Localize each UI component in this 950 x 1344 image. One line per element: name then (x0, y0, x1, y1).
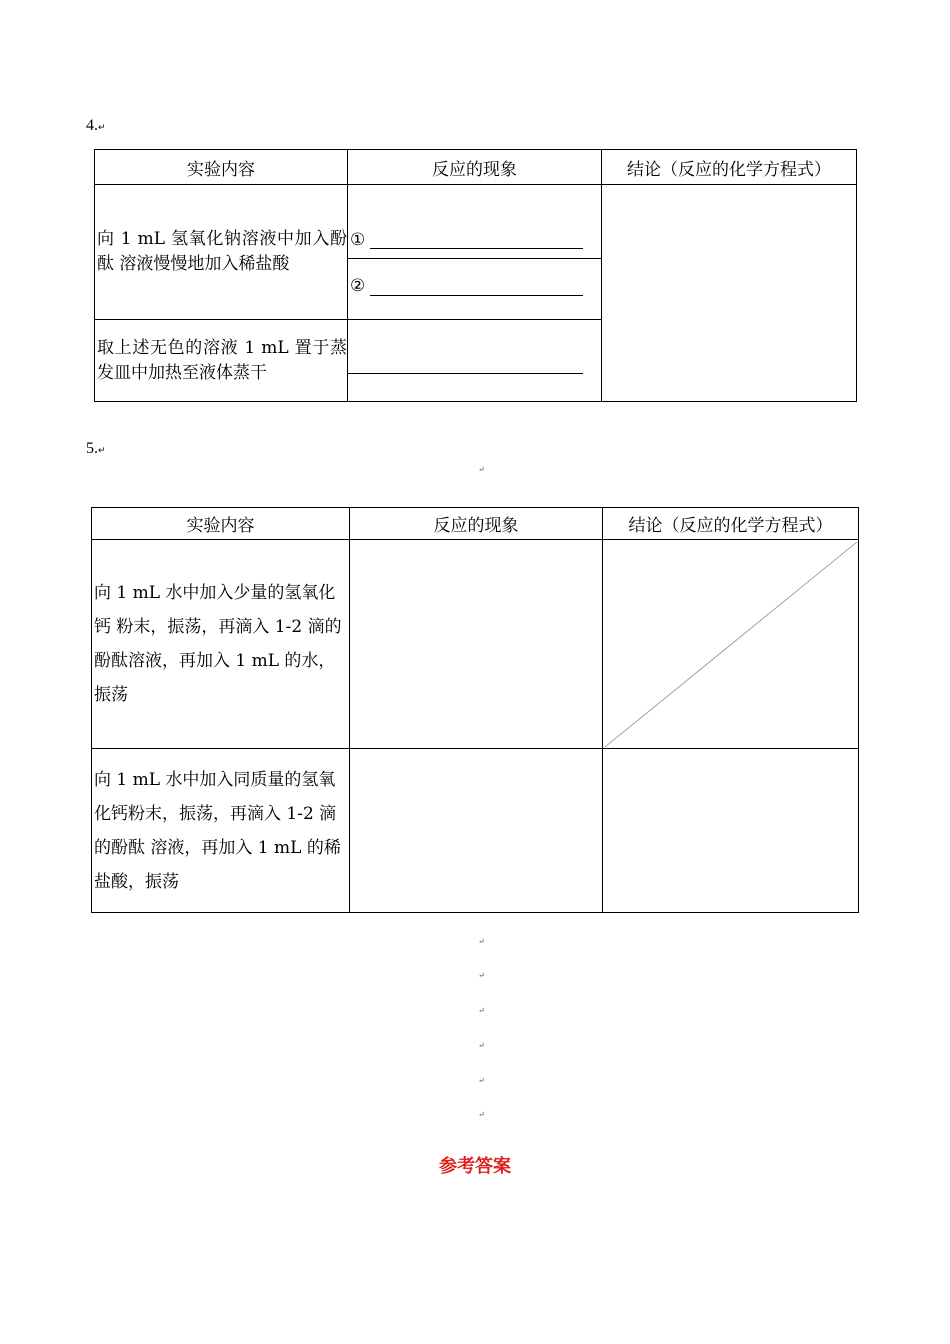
q5-row2-conclusion[interactable] (603, 749, 859, 913)
header-content: 实验内容 (95, 150, 348, 185)
q4-row1-content: 向 1 mL 氢氧化钠溶液中加入酚酞 溶液慢慢地加入稀盐酸 (95, 185, 348, 320)
q4-conclusion-cell[interactable] (602, 185, 857, 402)
q5-row2-content: 向 1 mL 水中加入同质量的氢氧化钙粉末，振荡，再滴入 1-2 滴的酚酞 溶液，再加入 1 mL 的稀盐酸，振荡 (92, 749, 350, 913)
paragraph-mark: ↵ (478, 937, 485, 946)
q4-row2-content: 取上述无色的溶液 1 mL 置于蒸发皿中加热至液体蒸干 (95, 320, 348, 402)
header-conclusion: 结论（反应的化学方程式） (602, 150, 857, 185)
q5-row1-conclusion (603, 540, 859, 749)
q5-row1-phenomenon[interactable] (350, 540, 603, 749)
paragraph-mark: ↵ (478, 971, 485, 980)
row-divider (348, 258, 601, 259)
blank-2-marker: ② (350, 276, 366, 296)
question-5-number: 5.↵ (86, 440, 106, 457)
q5-row1-content: 向 1 mL 水中加入少量的氢氧化钙 粉末，振荡，再滴入 1-2 滴的酚酞溶液，再加入 1 mL 的水，振荡 (92, 540, 350, 749)
blank-1-line[interactable] (370, 248, 583, 249)
header-phenomenon: 反应的现象 (348, 150, 602, 185)
question-4-table (94, 149, 857, 402)
q4-row2-phenomenon[interactable] (348, 320, 602, 402)
q5-row2-phenomenon[interactable] (350, 749, 603, 913)
question-4-number: 4.↵ (86, 117, 106, 134)
paragraph-mark: ↵ (478, 1006, 485, 1015)
blank-2-line[interactable] (370, 295, 583, 296)
header-content: 实验内容 (92, 508, 350, 540)
paragraph-mark: ↵ (478, 465, 485, 474)
paragraph-mark: ↵ (478, 1041, 485, 1050)
diagonal-slash (603, 540, 859, 749)
question-5-table (91, 507, 859, 913)
blank-3-line[interactable] (348, 373, 583, 374)
paragraph-mark: ↵ (478, 1110, 485, 1119)
answer-title: 参考答案 (439, 1156, 511, 1177)
header-phenomenon: 反应的现象 (350, 508, 603, 540)
blank-1-marker: ① (350, 230, 366, 250)
header-conclusion: 结论（反应的化学方程式） (603, 508, 859, 540)
q4-row1-phenomenon[interactable] (348, 185, 602, 320)
paragraph-mark: ↵ (478, 1076, 485, 1085)
